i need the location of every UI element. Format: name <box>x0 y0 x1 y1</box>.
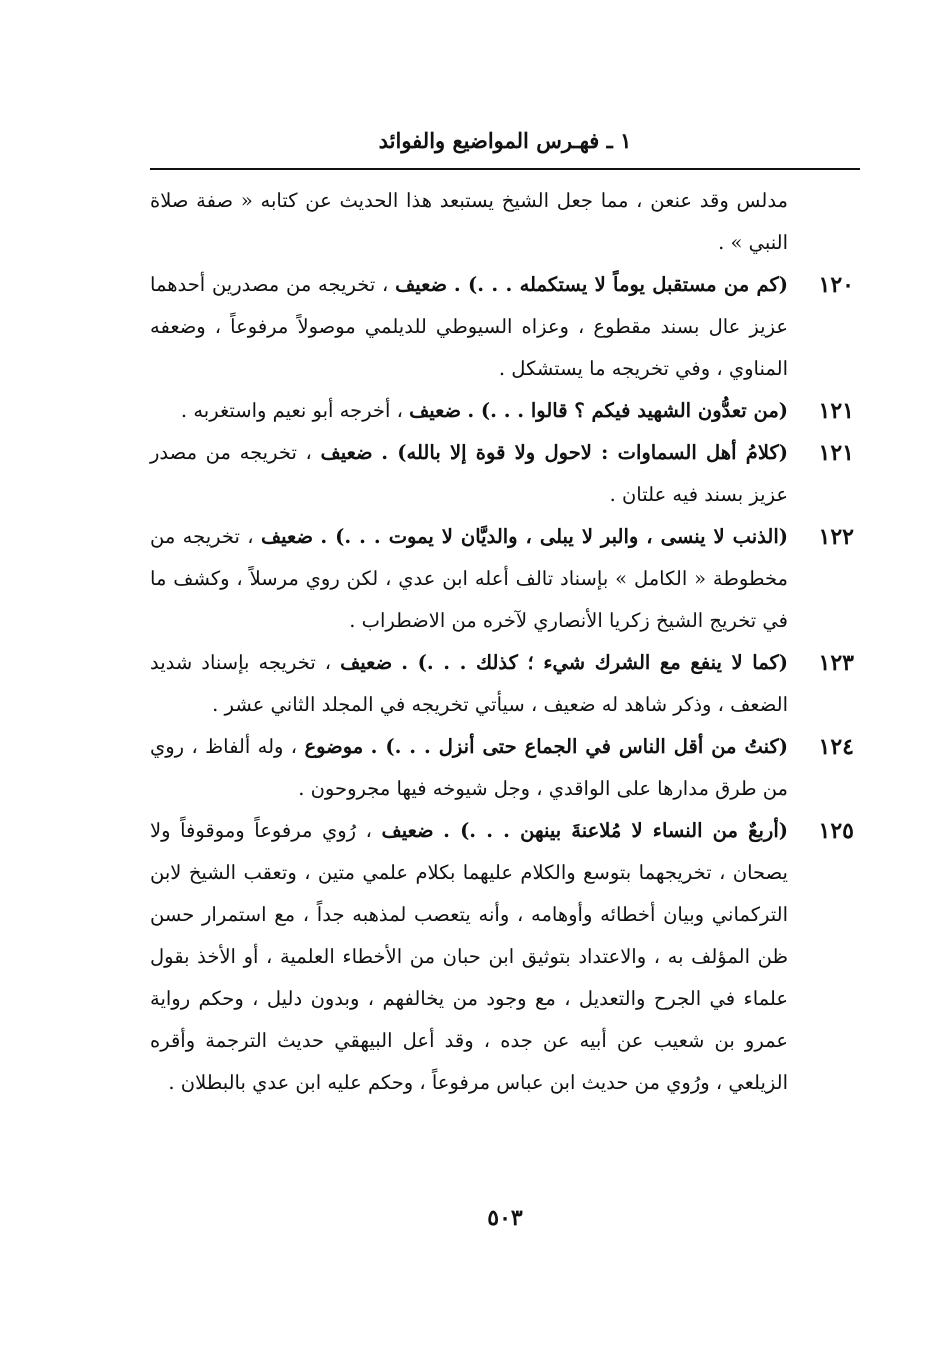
hadith-title: (كم من مستقبل يوماً لا يستكمله . . .) . <box>453 273 788 296</box>
running-title: ١ ـ فهـرس المواضيع والفوائد <box>378 128 632 153</box>
hadith-verdict: ضعيف <box>260 525 314 548</box>
entry-body <box>150 642 788 726</box>
index-entry <box>150 516 860 642</box>
entry-body <box>150 726 788 810</box>
entry-body <box>150 432 788 516</box>
entry-text: ، وله ألفاظ ، روي من طرق مدارها على الواقدي ، وجل شيوخه فيها مجروحون . <box>150 735 788 800</box>
hadith-title: (كنتُ من أقل الناس في الجماع حتى أنزل . . .) . <box>370 735 788 758</box>
entry-body <box>150 516 788 642</box>
entry-number: ١٢١ <box>818 440 854 466</box>
entry-number: ١٢٣ <box>818 650 854 676</box>
entry-body <box>150 810 788 1104</box>
index-entry <box>150 432 860 516</box>
index-entry <box>150 390 860 432</box>
entry-text: ، أخرجه أبو نعيم واستغربه . <box>180 399 403 422</box>
hadith-verdict: ضعيف <box>381 819 434 842</box>
continuation-text: مدلس وقد عنعن ، مما جعل الشيخ يستبعد هذا الحديث عن كتابه « صفة صلاة النبي » . <box>150 189 788 254</box>
entry-body <box>150 390 788 432</box>
hadith-title: (كلامُ أهل السماوات : لاحول ولا قوة إلا بالله) . <box>381 441 788 464</box>
hadith-verdict: ضعيف <box>395 273 448 296</box>
entry-body <box>150 264 788 390</box>
index-entry <box>150 264 860 390</box>
entry-text: ، تخريجه من مصدرين أحدهما عزيز عال بسند مقطوع ، وعزاه السيوطي للديلمي موصولاً مرفوعاً ، وضعفه المناوي ، وفي تخريجه ما يستشكل . <box>150 273 788 380</box>
page-number: ٥٠٣ <box>487 1205 523 1231</box>
hadith-verdict: ضعيف <box>320 441 373 464</box>
entry-text: ، رُوي مرفوعاً وموقوفاً ولا يصحان ، تخريجهما بتوسع والكلام عليهما بكلام علمي متين ، وتعقب الشيخ لابن التركماني وبيان أخطائه وأوهامه ، وأنه يتعصب لمذهبه جداً ، مع استمرار حسن ظن المؤلف به ، والاعتداد بتوثيق ابن حبان من الأخطاء العلمية ، أو الأخذ بقول علماء في الجرح والتعديل ، مع وجود من يخالفهم ، وبدون دليل ، وحكم رواية عمرو بن شعيب عن أبيه عن جده ، وقد أعل البيهقي حديث الترجمة وأقره الزيلعي ، ورُوي من حديث ابن عباس مرفوعاً ، وحكم عليه ابن عدي بالبطلان . <box>150 819 788 1094</box>
index-entry <box>150 810 860 1104</box>
entry-text: ، تخريجه بإسناد شديد الضعف ، وذكر شاهد له ضعيف ، سيأتي تخريجه في المجلد الثاني عشر . <box>150 651 788 716</box>
header-rule <box>150 168 860 170</box>
hadith-verdict: ضعيف <box>409 399 462 422</box>
entry-number: ١٢٥ <box>818 818 854 844</box>
hadith-title: (الذنب لا ينسى ، والبر لا يبلى ، والديَّان لا يموت . . .) . <box>320 525 788 548</box>
entry-number: ١٢٤ <box>818 734 854 760</box>
hadith-title: (من تعدُّون الشهيد فيكم ؟ قالوا . . .) . <box>467 399 788 422</box>
entry-text: ، تخريجه من مخطوطة « الكامل » بإسناد تالف أعله ابن عدي ، لكن روي مرسلاً ، وكشف ما في تخريج الشيخ زكريا الأنصاري لآخره من الاضطراب . <box>150 525 788 632</box>
hadith-verdict: ضعيف <box>340 651 393 674</box>
hadith-title: (كما لا ينفع مع الشرك شيء ؛ كذلك . . .) . <box>401 651 788 674</box>
index-entry <box>150 726 860 810</box>
index-content <box>150 180 860 1104</box>
entry-text: ، تخريجه من مصدر عزيز بسند فيه علتان . <box>150 441 788 506</box>
hadith-verdict: موضوع <box>304 735 364 758</box>
entry-number: ١٢٢ <box>818 524 854 550</box>
continuation-paragraph <box>150 180 860 264</box>
index-entry <box>150 642 860 726</box>
hadith-title: (أربعٌ من النساء لا مُلاعنةَ بينهن . . .) . <box>443 819 788 842</box>
entry-number: ١٢١ <box>818 398 854 424</box>
entry-number: ١٢٠ <box>818 272 854 298</box>
